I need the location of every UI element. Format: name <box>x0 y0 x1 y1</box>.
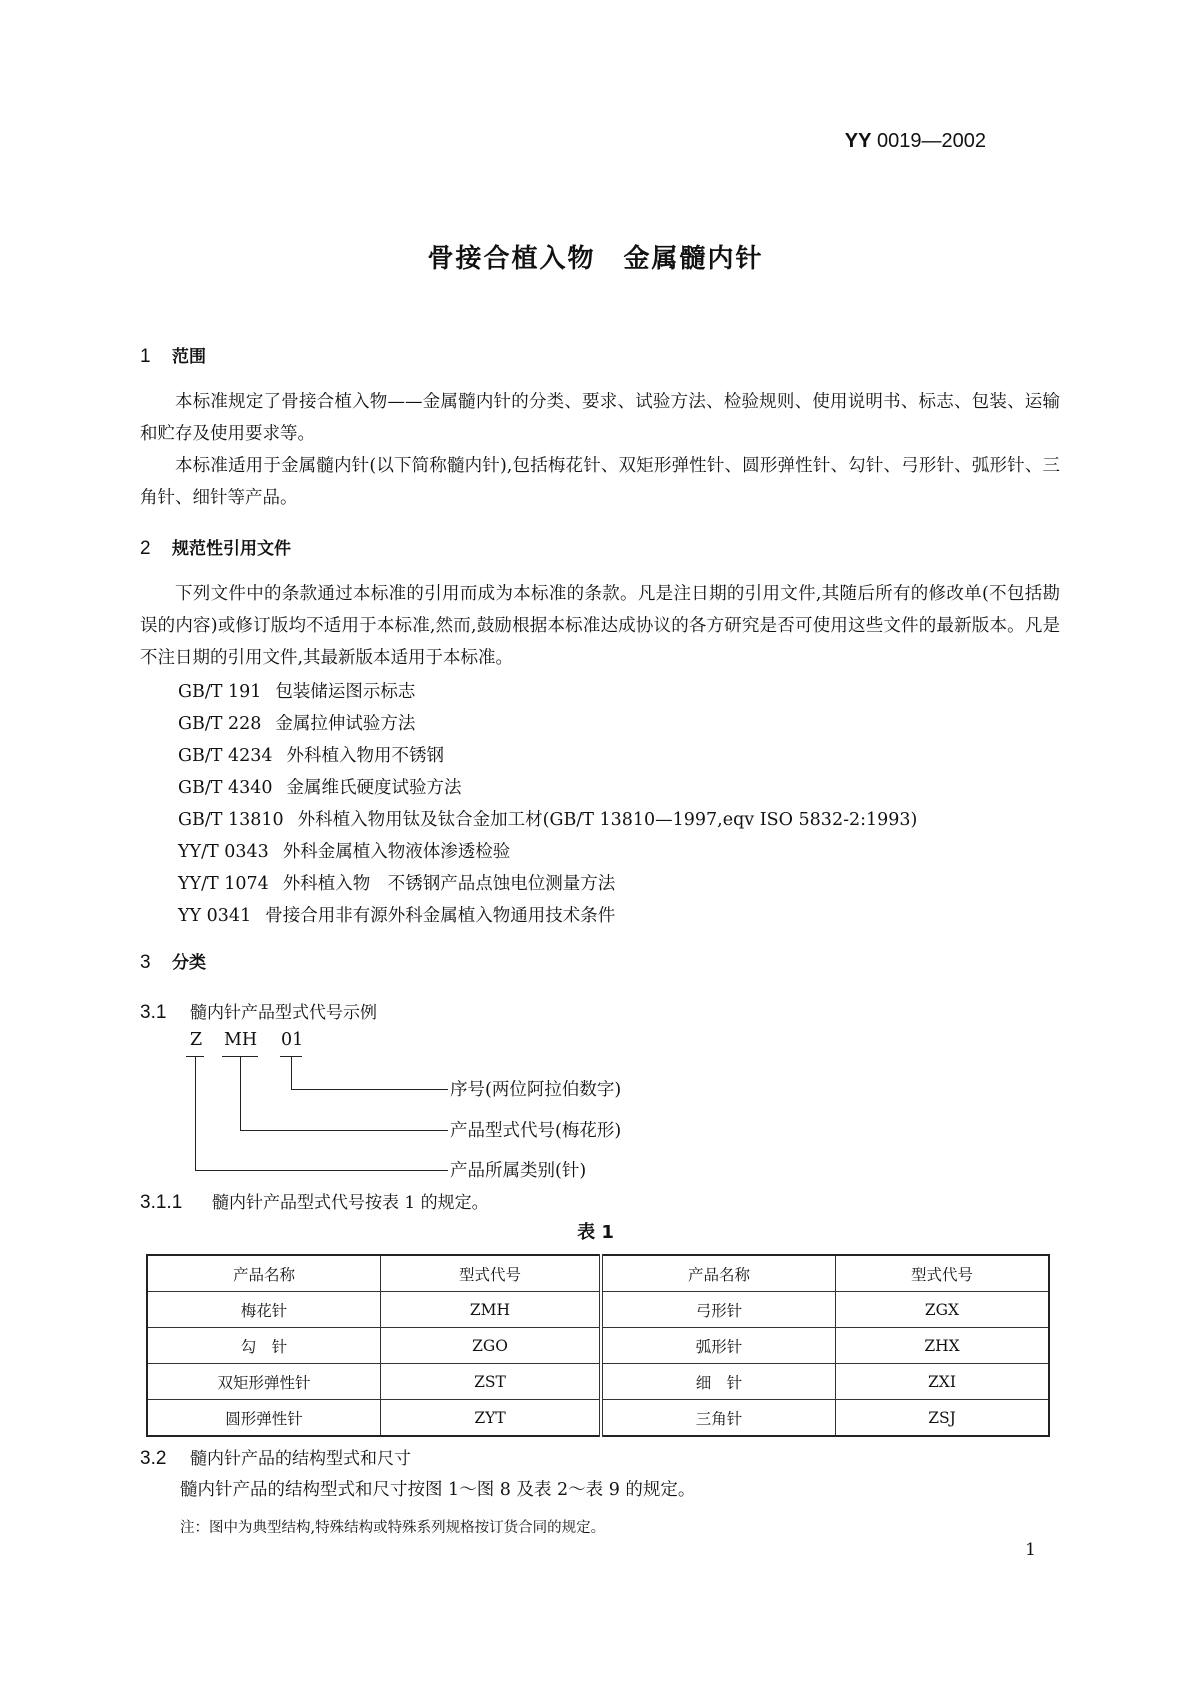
section-3-heading <box>140 948 206 974</box>
code-label-category: 产品所属类别(针) <box>450 1161 587 1181</box>
section-1-body <box>140 386 1060 514</box>
document-title: 骨接合植入物 金属髓内针 <box>427 244 764 274</box>
reference-item: GB/T 228 金属拉伸试验方法 <box>178 714 416 734</box>
table-row <box>147 1328 1049 1364</box>
section-number: 3 <box>140 952 151 973</box>
subsection-title: 髓内针产品的结构型式和尺寸 <box>190 1449 411 1469</box>
connector-vertical <box>240 1056 241 1130</box>
standard-code <box>845 130 986 153</box>
reference-item: YY 0341 骨接合用非有源外科金属植入物通用技术条件 <box>178 906 616 926</box>
table-cell: ZMH <box>381 1292 602 1328</box>
subsection-number: 3.1 <box>140 1002 167 1023</box>
connector-horizontal <box>195 1170 448 1171</box>
section-1-heading <box>140 342 206 368</box>
table-row <box>147 1400 1049 1437</box>
section-number: 2 <box>140 538 151 559</box>
table-cell: ZGX <box>836 1292 1050 1328</box>
subsection-3-2-text: 髓内针产品的结构型式和尺寸按图 1～图 8 及表 2～表 9 的规定。 <box>180 1480 696 1500</box>
connector-horizontal <box>240 1130 448 1131</box>
table-header-cell: 产品名称 <box>601 1255 836 1292</box>
subsection-3-2-heading <box>140 1444 411 1470</box>
paragraph: 本标准适用于金属髓内针(以下简称髓内针),包括梅花针、双矩形弹性针、圆形弹性针、勾针、弓形针、弧形针、三角针、细针等产品。 <box>140 456 1060 508</box>
connector-horizontal <box>291 1089 448 1090</box>
section-2-body <box>140 578 1060 674</box>
connector-vertical <box>291 1056 292 1089</box>
table-row <box>147 1292 1049 1328</box>
section-2-heading <box>140 534 291 560</box>
standard-number: 0019—2002 <box>877 130 986 152</box>
section-title: 规范性引用文件 <box>172 539 291 559</box>
section-number: 1 <box>140 346 151 367</box>
table-cell: ZST <box>381 1364 602 1400</box>
table-cell: ZSJ <box>836 1400 1050 1437</box>
reference-item: GB/T 13810 外科植入物用钛及钛合金加工材(GB/T 13810—1997,eqv ISO 5832-2:1993) <box>178 810 918 830</box>
code-label-type: 产品型式代号(梅花形) <box>450 1121 622 1141</box>
reference-item: GB/T 191 包装储运图示标志 <box>178 682 416 702</box>
subsection-number: 3.2 <box>140 1448 167 1469</box>
table-header-cell: 型式代号 <box>836 1255 1050 1292</box>
table-cell: ZHX <box>836 1328 1050 1364</box>
subsection-number: 3.1.1 <box>140 1192 183 1213</box>
table-header-row <box>147 1255 1049 1292</box>
section-title: 分类 <box>172 953 206 973</box>
table-cell: 弧形针 <box>601 1328 836 1364</box>
code-part-type: MH <box>224 1030 258 1050</box>
table-cell: 梅花针 <box>147 1292 381 1328</box>
table-cell: 勾 针 <box>147 1328 381 1364</box>
reference-item: GB/T 4234 外科植入物用不锈钢 <box>178 746 445 766</box>
table-caption: 表 1 <box>577 1222 614 1243</box>
subsection-3-1-1-heading <box>140 1188 489 1214</box>
table-cell: ZGO <box>381 1328 602 1364</box>
reference-item: YY/T 1074 外科植入物 不锈钢产品点蚀电位测量方法 <box>178 874 616 894</box>
table-cell: 双矩形弹性针 <box>147 1364 381 1400</box>
code-part-category: Z <box>190 1030 203 1050</box>
table-row <box>147 1364 1049 1400</box>
code-label-serial: 序号(两位阿拉伯数字) <box>450 1080 622 1100</box>
reference-item: GB/T 4340 金属维氏硬度试验方法 <box>178 778 462 798</box>
table-header-cell: 型式代号 <box>381 1255 602 1292</box>
code-part-serial: 01 <box>281 1030 304 1050</box>
paragraph: 本标准规定了骨接合植入物——金属髓内针的分类、要求、试验方法、检验规则、使用说明书、标志、包装、运输和贮存及使用要求等。 <box>140 392 1060 444</box>
table-cell: 圆形弹性针 <box>147 1400 381 1437</box>
subsection-3-1-heading <box>140 998 377 1024</box>
table-cell: 三角针 <box>601 1400 836 1437</box>
table-cell: ZXI <box>836 1364 1050 1400</box>
note-text: 注：图中为典型结构,特殊结构或特殊系列规格按订货合同的规定。 <box>180 1520 606 1536</box>
standard-prefix: YY <box>844 130 872 152</box>
subsection-text: 髓内针产品型式代号按表 1 的规定。 <box>212 1193 489 1213</box>
paragraph: 下列文件中的条款通过本标准的引用而成为本标准的条款。凡是注日期的引用文件,其随后所有的修改单(不包括勘误的内容)或修订版均不适用于本标准,然而,鼓励根据本标准达成协议的各方研究是否可使用这些文件的最新版本。凡是不注日期的引用文件,其最新版本适用于本标准。 <box>140 584 1060 668</box>
table-header-cell: 产品名称 <box>147 1255 381 1292</box>
reference-item: YY/T 0343 外科金属植入物液体渗透检验 <box>178 842 511 862</box>
table-cell: ZYT <box>381 1400 602 1437</box>
table-cell: 细 针 <box>601 1364 836 1400</box>
connector-vertical <box>195 1056 196 1170</box>
table-1 <box>146 1254 1050 1437</box>
subsection-title: 髓内针产品型式代号示例 <box>190 1003 377 1023</box>
table-cell: 弓形针 <box>601 1292 836 1328</box>
section-title: 范围 <box>172 347 206 367</box>
page-number: 1 <box>1025 1540 1036 1560</box>
